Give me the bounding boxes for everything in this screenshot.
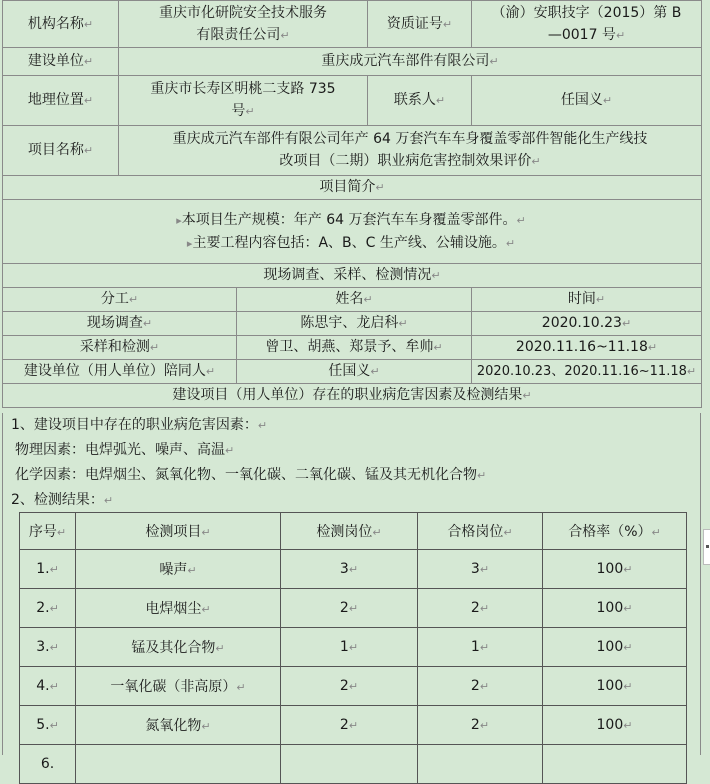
results-cell: 3↵ [418,550,543,589]
results-cell: 2↵ [418,589,543,628]
org-label: 机构名称↵ [3,1,119,48]
survey-row-names: 曾卫、胡燕、郑景予、牟帅↵ [237,336,472,360]
survey-col-time: 时间↵ [472,288,702,312]
results-cell: 氮氧化物↵ [76,706,281,745]
results-col-passed: 合格岗位↵ [418,513,543,550]
hazards-title: 建设项目（用人单位）存在的职业病危害因素及检测结果↵ [3,384,702,408]
project-value: 重庆成元汽车部件有限公司年产 64 万套汽车车身覆盖零部件智能化生产线技 改项目（二期）职业病危害控制效果评价↵ [119,126,702,176]
results-cell: 2.↵ [20,589,76,628]
cert-value: （渝）安职技字（2015）第 B —0017 号↵ [472,1,702,48]
results-cell: 2↵ [418,706,543,745]
results-cell [281,745,418,784]
results-cell: 100↵ [543,628,687,667]
intro-body: ▸本项目生产规模：年产 64 万套汽车车身覆盖零部件。↵ ▸主要工程内容包括：A、B、C 生产线、公辅设施。↵ [3,200,702,264]
results-col-item: 检测项目↵ [76,513,281,550]
results-cell: 电焊烟尘↵ [76,589,281,628]
results-cell: 3.↵ [20,628,76,667]
results-cell: 3↵ [281,550,418,589]
results-cell: 100↵ [543,706,687,745]
survey-row-names: 任国义↵ [237,360,472,384]
location-value: 重庆市长寿区明桃二支路 735 号↵ [119,76,368,126]
location-label: 地理位置↵ [3,76,119,126]
results-cell: 一氧化碳（非高原）↵ [76,667,281,706]
results-table [19,512,687,784]
results-cell: 1↵ [418,628,543,667]
results-cell [543,745,687,784]
results-cell: 锰及其化合物↵ [76,628,281,667]
contact-value: 任国义↵ [472,76,702,126]
unit-value: 重庆成元汽车部件有限公司↵ [119,48,702,76]
results-cell: 1.↵ [20,550,76,589]
unit-label: 建设单位↵ [3,48,119,76]
results-cell: 4.↵ [20,667,76,706]
results-cell: 100↵ [543,589,687,628]
results-cell: 2↵ [281,589,418,628]
survey-col-role: 分工↵ [3,288,237,312]
results-col-tested: 检测岗位↵ [281,513,418,550]
survey-row-role: 建设单位（用人单位）陪同人↵ [3,360,237,384]
results-cell: 5.↵ [20,706,76,745]
cert-label: 资质证号↵ [368,1,472,48]
survey-row-time: 2020.10.23↵ [472,312,702,336]
survey-row-time: 2020.10.23、2020.11.16~11.18↵ [472,360,702,384]
results-cell: 噪声↵ [76,550,281,589]
results-cell: 100↵ [543,550,687,589]
contact-label: 联系人↵ [368,76,472,126]
intro-title: 项目简介↵ [3,176,702,200]
org-value: 重庆市化研院安全技术服务 有限责任公司↵ [119,1,368,48]
results-cell [418,745,543,784]
project-label: 项目名称↵ [3,126,119,176]
results-cell: 1↵ [281,628,418,667]
survey-row-role: 现场调查↵ [3,312,237,336]
side-scroll-tab[interactable] [703,529,710,565]
survey-title: 现场调查、采样、检测情况↵ [3,264,702,288]
results-cell: 6. [20,745,76,784]
survey-row-time: 2020.11.16~11.18↵ [472,336,702,360]
results-cell: 2↵ [418,667,543,706]
results-col-index: 序号↵ [20,513,76,550]
survey-row-role: 采样和检测↵ [3,336,237,360]
results-cell: 2↵ [281,706,418,745]
survey-col-name: 姓名↵ [237,288,472,312]
results-cell [76,745,281,784]
survey-row-names: 陈思宇、龙启科↵ [237,312,472,336]
results-cell: 100↵ [543,667,687,706]
results-col-rate: 合格率（%）↵ [543,513,687,550]
results-cell: 2↵ [281,667,418,706]
info-table [2,0,702,408]
hazards-body: 1、建设项目中存在的职业病危害因素：↵ 物理因素：电焊弧光、噪声、高温↵ 化学因素：电焊烟尘、氮氧化物、一氧化碳、二氧化碳、锰及其无机化合物↵ 2、检测结果：↵ [2,413,701,755]
